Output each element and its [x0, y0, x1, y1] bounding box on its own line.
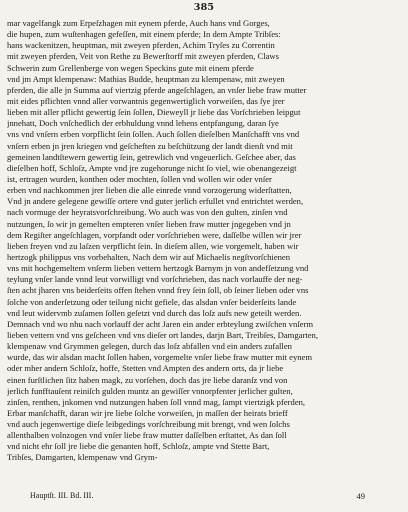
- text-line: gemeinen landtſtewern gewertig ſein, getrewlich vnd vngeuerlich. Geſchee aber, das: [7, 151, 296, 162]
- text-line: jnnehatt, Doch vnſchedlich der erbhuldung vnnd lehens entpfangung, daran ſye: [7, 118, 279, 129]
- text-line: dem Regiſter angeſchlagen, vorpfandt oder vorſchrieben were, daſſelbe willen wir jrer: [7, 229, 302, 240]
- signature-mark: 49: [356, 491, 365, 501]
- text-line: nach vormuge der heyratsvorſchreibung. Wo auch was von den gulten, zinſen vnd: [7, 207, 288, 218]
- text-line: die hupen, zum wuſtenhagen gefeſſen, mit einem pferde; In dem Ampte Tribſes:: [7, 29, 281, 40]
- text-line: teylung vnſer lande vnnd leut vorwilligt vnd vorſchrieben, das nach vorlauffe der neg-: [7, 274, 303, 285]
- text-line: mar vagelfangk zum Erpeſzhagen mit eynem pferde, Auch hans vnd Gorges,: [7, 18, 270, 28]
- text-line: pferden, die alle jn Summa auf viertzig pferde angeſchlagen, an vnſer liebe fraw mutter: [7, 84, 307, 95]
- text-line: erben vnd nachkommen jrer lieben die alle einrede vnnd vorzogerung widerſtatten,: [7, 185, 292, 196]
- text-line: vnd nicht ehr ſoll jre liebe die genanten hoff, Schloſz, ampte vnd Stette Bart,: [7, 441, 270, 452]
- text-line: hertzogk philippus vns vorbehalten, Nach dem wir auf Michaelis negſtvorſchienen: [7, 251, 291, 262]
- text-line: vnd jm Ampt klempenaw: Mathias Budde, heuptman zu klempenaw, mit zweyen: [7, 73, 285, 84]
- text-line: Erbar manſchafft, daran wir jre liebe ſolche vorweiſen, jn maſſen der heirats brieff: [7, 407, 288, 418]
- text-line: ſolche von anderſetzung oder teilung nicht gefiele, das alsdan vnſer beiderſeits lande: [7, 296, 297, 307]
- footer-reference: Hauptſt. III. Bd. III.: [30, 491, 94, 500]
- text-line: ſten acht jharen vns beiderſeits offen ſtehen vnnd frey ſein ſoll, ob ſeiner lieben oder vns: [7, 285, 309, 296]
- text-line: vns mit hochgemeltem vnſerm lieben vettern hertzogk Barnym jn von andefſetzung vnd: [7, 263, 309, 274]
- text-line: dieſelben hoff, Schloſz, Ampte vnd jre zugehorunge nicht ſo viel, wie obenangezeigt: [7, 162, 297, 173]
- text-line: allenthalben volnzogen vnd vnſer liebe fraw mutter daſſelben erſtattet, As dan ſoll: [7, 430, 287, 441]
- text-line: zinſen, renthen, jnkomen vnd nutzungen haben ſoll vnnd mag, ſampt viertzigk pferden,: [7, 396, 306, 407]
- text-line: vnd leut widervmb zuſamen ſollen geſetzt vnd durch das loſz aufs new geteilt werden.: [7, 307, 302, 318]
- text-line: nutzungen, ſo wir jn gemelten empteren vnſer lieben fraw mutter jngegeben vnd jn: [7, 218, 291, 229]
- text-line: Demnach vnd wo nhu nach vorlauff der acht Jaren ein ander erbteylung zwiſchen vnſerm: [7, 318, 313, 329]
- text-line: wurde, das wir alsdan macht ſollen haben, vorgemelte vnſer liebe fraw mutter mit eynem: [7, 352, 313, 363]
- text-line: Tribſes, Damgarten, klempenaw vnd Grym-: [7, 452, 158, 463]
- text-line: mit eides pflichten vnnd aller vorwantnis gegenwertiglich vorweiſen, das ſye jrer: [7, 95, 285, 106]
- text-line: lieben mit aller pflicht gewertig ſein ſollen, Dieweyll jr liebe das Vorſchrieben leipgut: [7, 107, 301, 118]
- text-line: Vnd jn andere gelegene gewiſſe ortere vnd guter jerlich erfullet vnd entrichtet werden,: [7, 196, 304, 207]
- text-line: hans wackenitzen, heuptman, mit zweyen pferden, Achim Tryſes zu Correntin: [7, 40, 275, 51]
- text-line: klempenaw vnd Grymmen gelegen, durch das loſz abfallen vnd ein anders zufallen: [7, 341, 292, 352]
- text-line: mit zweyen pferden, Veit von Rethe zu Bewerſtorff mit zweyen pferden, Claws: [7, 51, 279, 62]
- page-number: 385: [193, 2, 215, 13]
- body-text: [7, 18, 400, 464]
- text-line: vnſern erben jn jren kriegen vnd geſcheften zu beſchützung der landt dienſt vnd mit: [7, 140, 293, 151]
- text-line: lieben vettern vnd vns geſcheen vnd vns dieſer ort landes, darjn Bart, Treibſes, Damgarten,: [7, 329, 318, 340]
- text-line: einen furſtlichen ſitz haben magk, zu vorſehen, doch das jre liebe daranſz vnd von: [7, 374, 288, 385]
- text-line: Schwerin zum Grellenberge von wegen Speckins gute mit einem pferde: [7, 62, 254, 73]
- text-line: vnd auch jegenwertige dieſe leibgedings vorſchreibung mit brengt, vnd wen ſolchs: [7, 419, 290, 430]
- text-line: vns vnd vnſern erben vorpflicht ſein ſollen. Auch ſollen dieſelben Manſchafft vns vnd: [7, 129, 300, 140]
- text-line: oder mher andern Schloſz, hoffe, Stetten vnd Ampten des andern orts, da jr liebe: [7, 363, 284, 374]
- text-line: lieben freyen vnd zu laſzen verpflicht ſein. In dieſem allen, wie vorgemelt, haben wir: [7, 240, 299, 251]
- text-line: ist, ertragen wurden, konthen oder mochten, ſollen vnd wollen wir oder vnſer: [7, 173, 272, 184]
- text-line: jerlich funfftauſent reiniſch gulden muntz an gewiſſer vnnorpfenter jerlicher gulten,: [7, 385, 293, 396]
